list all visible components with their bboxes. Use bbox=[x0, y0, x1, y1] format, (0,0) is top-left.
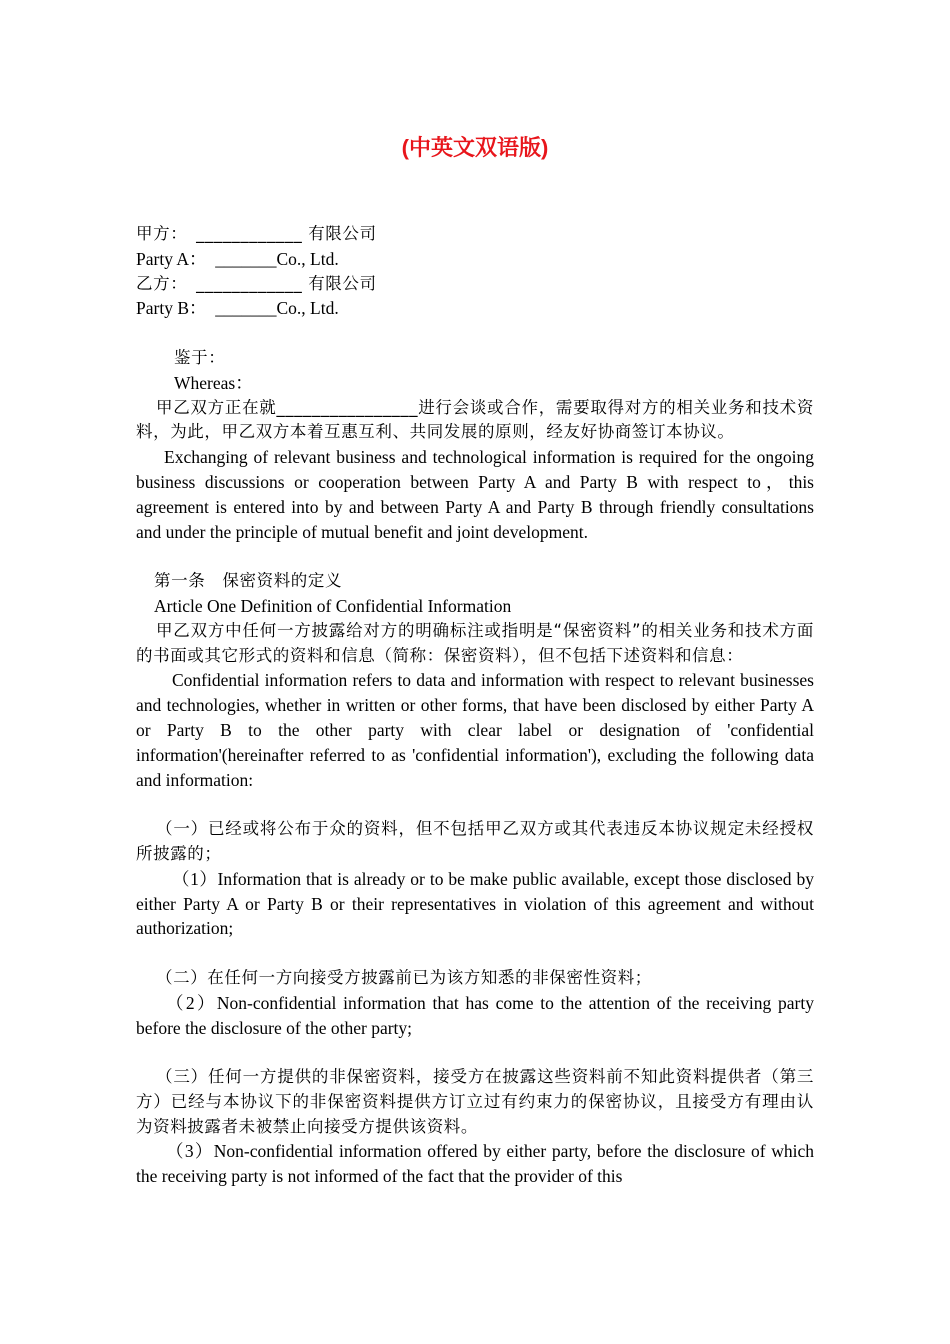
item-3-en: （3）Non-confidential information offered by either party, before the disclosure of which the receiving party is not informed of the fact that the provider of this bbox=[136, 1141, 814, 1187]
document-title: (中英文双语版) bbox=[401, 135, 549, 160]
party-a-cn: 甲方： ____________ 有限公司 bbox=[136, 224, 377, 243]
article-one-para-en: Confidential information refers to data and information with respect to relevant businesses and technologies, whether in written or other forms, that have been disclosed by either Party A or Party B to the other party with clear label or designation of 'confidential information'(hereinafter referred to as 'confidential information'), excluding the following data and information: bbox=[136, 670, 814, 790]
article-one-heading-en: Article One Definition of Confidential Information bbox=[154, 595, 512, 616]
article-one-heading-cn: 第一条 保密资料的定义 bbox=[154, 571, 343, 591]
whereas-cn: 鉴于： bbox=[174, 347, 226, 367]
whereas-en: Whereas： bbox=[174, 372, 253, 393]
item-1-cn: （一）已经或将公布于众的资料，但不包括甲乙双方或其代表违反本协议规定未经授权所披露的； bbox=[136, 819, 814, 863]
item-2-en: （2）Non-confidential information that has come to the attention of the receiving party before the disclosure of the other party; bbox=[136, 992, 814, 1038]
article-one-para-cn: 甲乙双方中任何一方披露给对方的明确标注或指明是“保密资料”的相关业务和技术方面的书面或其它形式的资料和信息（简称：保密资料），但不包括下述资料和信息： bbox=[136, 620, 814, 665]
spacer bbox=[136, 1040, 814, 1065]
spacer bbox=[136, 321, 814, 346]
item-2-cn: （二）在任何一方向接受方披露前已为该方知悉的非保密性资料； bbox=[156, 967, 652, 987]
party-b-cn: 乙方： ____________ 有限公司 bbox=[136, 273, 377, 293]
item-3-cn: （三）任何一方提供的非保密资料，接受方在披露这些资料前不知此资料提供者（第三方）已经与本协议下的非保密资料提供方订立过有约束力的保密协议，且接受方有理由认为资料披露者未被禁止向接受方提供该资料。 bbox=[136, 1067, 814, 1136]
document-body bbox=[136, 222, 814, 1189]
party-b-en: Party B： _______Co., Ltd. bbox=[136, 298, 339, 319]
preamble-para-en: Exchanging of relevant business and technological information is required for the ongoing business discussions or cooperation between Party A and Party B with respect to，this agreement is entered into by and between Party A and Party B through friendly consultations and under the principle of mutual benefit and joint development. bbox=[136, 447, 814, 542]
spacer bbox=[136, 941, 814, 966]
spacer bbox=[136, 544, 814, 569]
preamble-para-cn: 甲乙双方正在就________________进行会谈或合作，需要取得对方的相关业务和技术资料，为此，甲乙双方本着互惠互利、共同发展的原则，经友好协商签订本协议。 bbox=[136, 397, 814, 442]
party-a-en: Party A： _______Co., Ltd. bbox=[136, 248, 339, 269]
spacer bbox=[136, 792, 814, 817]
item-1-en: （1）Information that is already or to be make public available, except those disclosed by either Party A or Party B or their representatives in violation of this agreement and without authorization; bbox=[136, 868, 814, 939]
